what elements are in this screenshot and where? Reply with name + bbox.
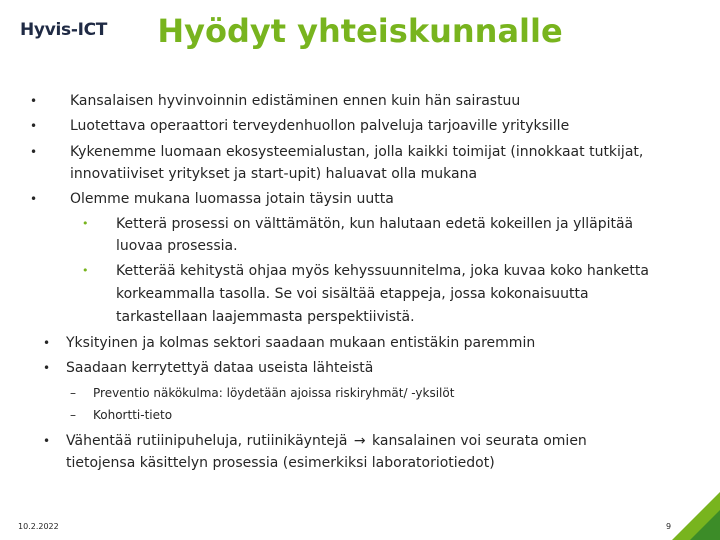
sub-bullet-text-continued: luovaa prosessia. <box>116 238 238 254</box>
bullet-text-continued: tietojensa käsittelyn prosessia (esimerkiksi laboratoriotiedot) <box>66 455 495 471</box>
bullet-marker: • <box>30 145 38 159</box>
sub-bullet-text-continued: tarkastellaan laajemmasta perspektiivistä. <box>116 309 415 325</box>
bullet-text-part: Vähentää rutiinipuheluja, rutiinikäyntejä <box>66 433 348 449</box>
bullet-marker: • <box>30 119 38 133</box>
bullet-text: Saadaan kerrytettyä dataa useista lähteistä <box>66 360 374 376</box>
sub-bullet-marker: • <box>82 264 89 277</box>
bullet-marker: • <box>30 192 38 206</box>
bullet-text-continued: innovatiiviset yritykset ja start-upit) haluavat olla mukana <box>70 166 478 182</box>
bullet-text: Yksityinen ja kolmas sektori saadaan mukaan entistäkin paremmin <box>66 335 536 351</box>
sub-bullet-text-continued: korkeammalla tasolla. Se voi sisältää etappeja, jossa kokonaisuutta <box>116 286 589 302</box>
footer-date: 10.2.2022 <box>18 522 59 531</box>
bullet-text: Olemme mukana luomassa jotain täysin uutta <box>70 191 394 207</box>
bullet-text: Kansalaisen hyvinvoinnin edistäminen ennen kuin hän sairastuu <box>70 93 521 109</box>
page-title <box>0 12 720 50</box>
page-number: 9 <box>666 522 672 531</box>
logo: Hyvis-ICT <box>20 20 108 40</box>
bullet-text-part: kansalainen voi seurata omien <box>372 433 587 449</box>
page-title-text: Hyödyt yhteiskunnalle <box>157 12 563 50</box>
bullet-text <box>66 430 587 452</box>
bullet-marker: • <box>30 94 38 108</box>
bullet-marker: • <box>43 336 51 350</box>
sub-bullet-marker: • <box>82 217 89 230</box>
dash-item-text: Preventio näkökulma: löydetään ajoissa riskiryhmät/ -yksilöt <box>93 386 455 400</box>
arrow-right-icon: → <box>353 433 366 449</box>
dash-item-text: Kohortti-tieto <box>93 408 173 422</box>
bullet-text: Kykenemme luomaan ekosysteemialustan, jolla kaikki toimijat (innokkaat tutkijat, <box>70 144 644 160</box>
bullet-text: Luotettava operaattori terveydenhuollon palveluja tarjoaville yrityksille <box>70 118 570 134</box>
sub-bullet-text: Ketterää kehitystä ohjaa myös kehyssuunnitelma, joka kuvaa koko hanketta <box>116 263 649 279</box>
sub-bullet-text: Ketterä prosessi on välttämätön, kun halutaan edetä kokeillen ja ylläpitää <box>116 216 634 232</box>
corner-decoration-inner <box>690 510 720 540</box>
bullet-marker: • <box>43 361 51 375</box>
dash-marker: – <box>70 386 76 400</box>
bullet-marker: • <box>43 434 51 448</box>
dash-marker: – <box>70 408 76 422</box>
